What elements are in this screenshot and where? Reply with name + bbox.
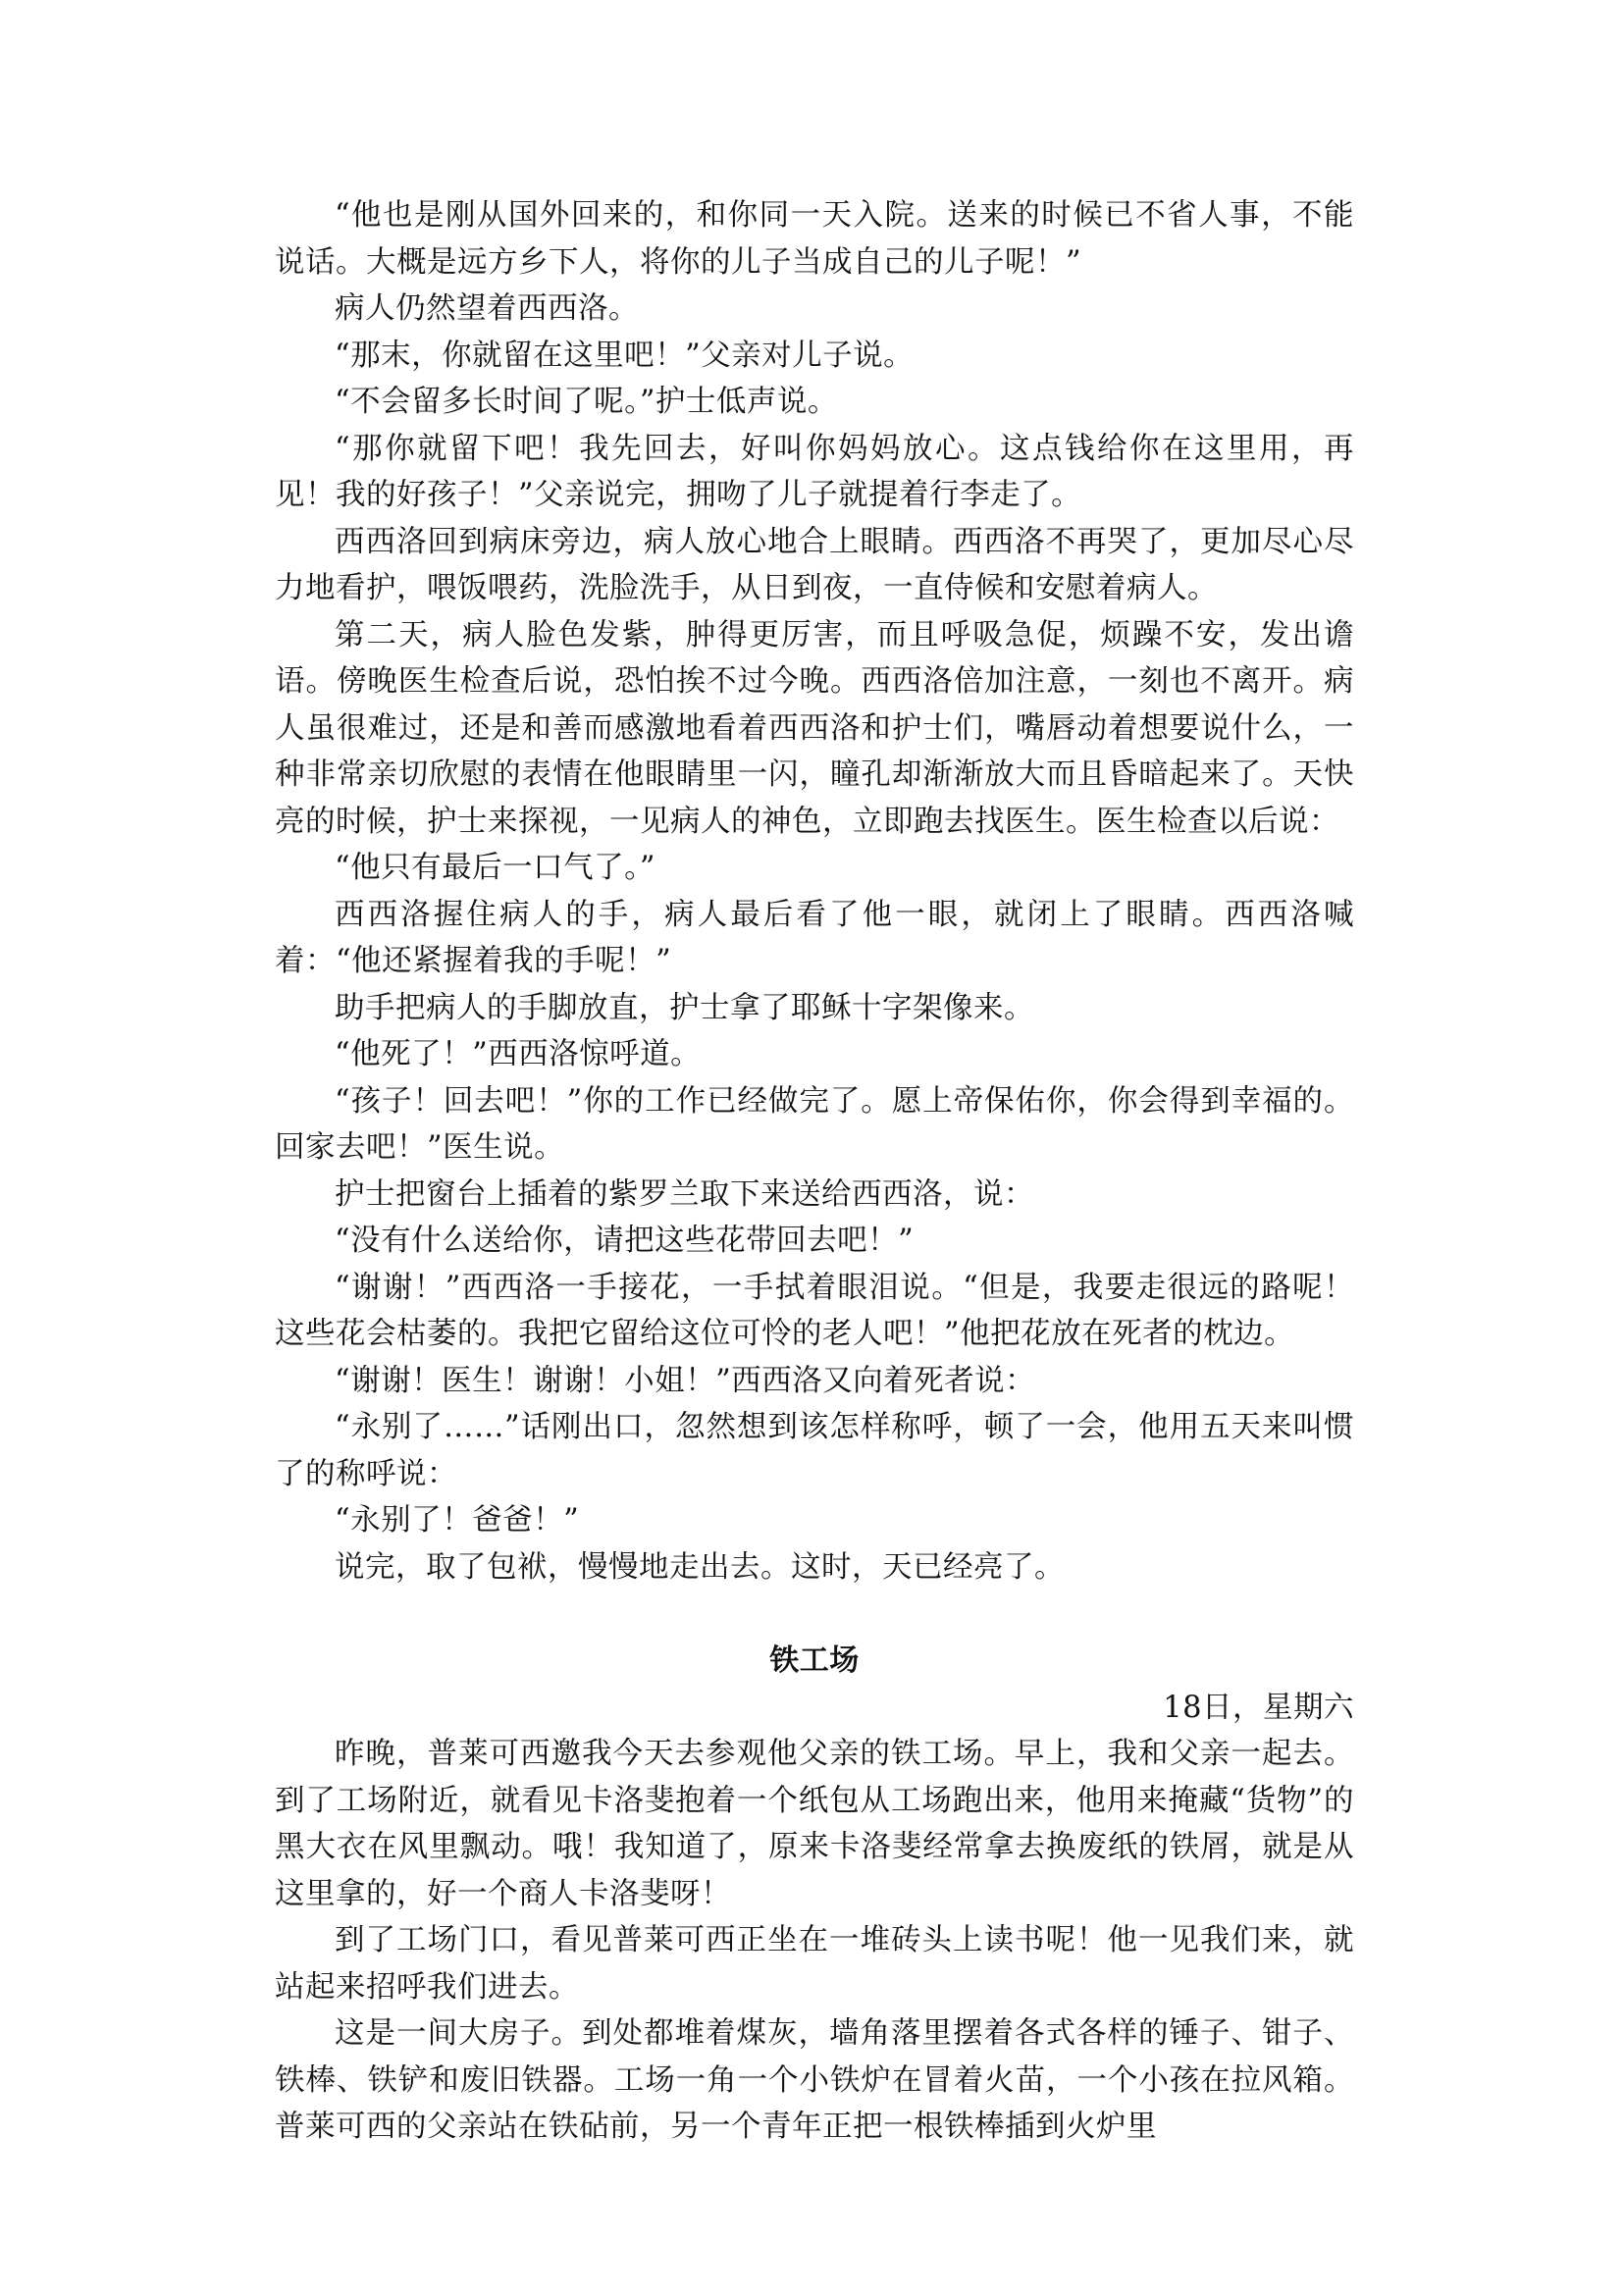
paragraph: 助手把病人的手脚放直，护士拿了耶稣十字架像来。: [335, 990, 1034, 1025]
paragraph: “没有什么送给你，请把这些花带回去吧！”: [335, 1224, 915, 1258]
paragraph: 西西洛回到病床旁边，病人放心地合上眼睛。西西洛不再哭了，更加尽心尽力地看护，喂饭喂药，洗脸洗手，从日到夜，一直侍候和安慰着病人。: [275, 524, 1354, 605]
chapter-title: 铁工场: [769, 1643, 860, 1678]
paragraph: “谢谢！”西西洛一手接花，一手拭着眼泪说。“但是，我要走很远的路呢！这些花会枯萎的。我把它留给这位可怜的老人吧！”他把花放在死者的枕边。: [275, 1270, 1354, 1351]
paragraph: 西西洛握住病人的手，病人最后看了他一眼，就闭上了眼睛。西西洛喊着：“他还紧握着我的手呢！”: [275, 897, 1354, 978]
paragraph: “那末，你就留在这里吧！”父亲对儿子说。: [335, 338, 915, 373]
paragraph: “他死了！”西西洛惊呼道。: [335, 1037, 702, 1071]
paragraph: “不会留多长时间了呢。”护士低声说。: [335, 385, 838, 419]
paragraph: “谢谢！医生！谢谢！小姐！”西西洛又向着死者说：: [335, 1363, 1036, 1398]
paragraph: “永别了！爸爸！”: [335, 1503, 580, 1538]
paragraph: “孩子！回去吧！”你的工作已经做完了。愿上帝保佑你，你会得到幸福的。回家去吧！”医生说。: [275, 1083, 1354, 1165]
paragraph: 病人仍然望着西西洛。: [335, 291, 639, 326]
paragraph: 昨晚，普莱可西邀我今天去参观他父亲的铁工场。早上，我和父亲一起去。到了工场附近，就看见卡洛斐抱着一个纸包从工场跑出来，他用来掩藏“货物”的黑大衣在风里飘动。哦！我知道了，原来卡洛斐经常拿去换废纸的铁屑，就是从这里拿的，好一个商人卡洛斐呀！: [275, 1737, 1354, 1911]
paragraph: “他也是刚从国外回来的，和你同一天入院。送来的时候已不省人事，不能说话。大概是远方乡下人，将你的儿子当成自己的儿子呢！”: [275, 198, 1354, 280]
chapter-date: 18日，星期六: [1163, 1691, 1354, 1725]
paragraph: “永别了……”话刚出口，忽然想到该怎样称呼，顿了一会，他用五天来叫惯了的称呼说：: [275, 1410, 1354, 1491]
paragraph: 这是一间大房子。到处都堆着煤灰，墙角落里摆着各式各样的锤子、钳子、铁棒、铁铲和废旧铁器。工场一角一个小铁炉在冒着火苗，一个小孩在拉风箱。普莱可西的父亲站在铁砧前，另一个青年正把一根铁棒插到火炉里: [275, 2016, 1354, 2144]
paragraph: “他只有最后一口气了。”: [335, 851, 655, 885]
paragraph: 到了工场门口，看见普莱可西正坐在一堆砖头上读书呢！他一见我们来，就站起来招呼我们进去。: [275, 1923, 1354, 2005]
paragraph: 护士把窗台上插着的紫罗兰取下来送给西西洛，说：: [335, 1176, 1034, 1212]
paragraph: 第二天，病人脸色发紫，肿得更厉害，而且呼吸急促，烦躁不安，发出谵语。傍晚医生检查后说，恐怕挨不过今晚。西西洛倍加注意，一刻也不离开。病人虽很难过，还是和善而感激地看着西西洛和护士们，嘴唇动着想要说什么，一种非常亲切欣慰的表情在他眼睛里一闪，瞳孔却渐渐放大而且昏暗起来了。天快亮的时候，护士来探视，一见病人的神色，立即跑去找医生。医生检查以后说：: [275, 617, 1354, 839]
paragraph: “那你就留下吧！我先回去，好叫你妈妈放心。这点钱给你在这里用，再见！我的好孩子！”父亲说完，拥吻了儿子就提着行李走了。: [275, 431, 1354, 512]
text-body: [275, 192, 1354, 2151]
paragraph: 说完，取了包袱，慢慢地走出去。这时，天已经亮了。: [335, 1549, 1065, 1585]
